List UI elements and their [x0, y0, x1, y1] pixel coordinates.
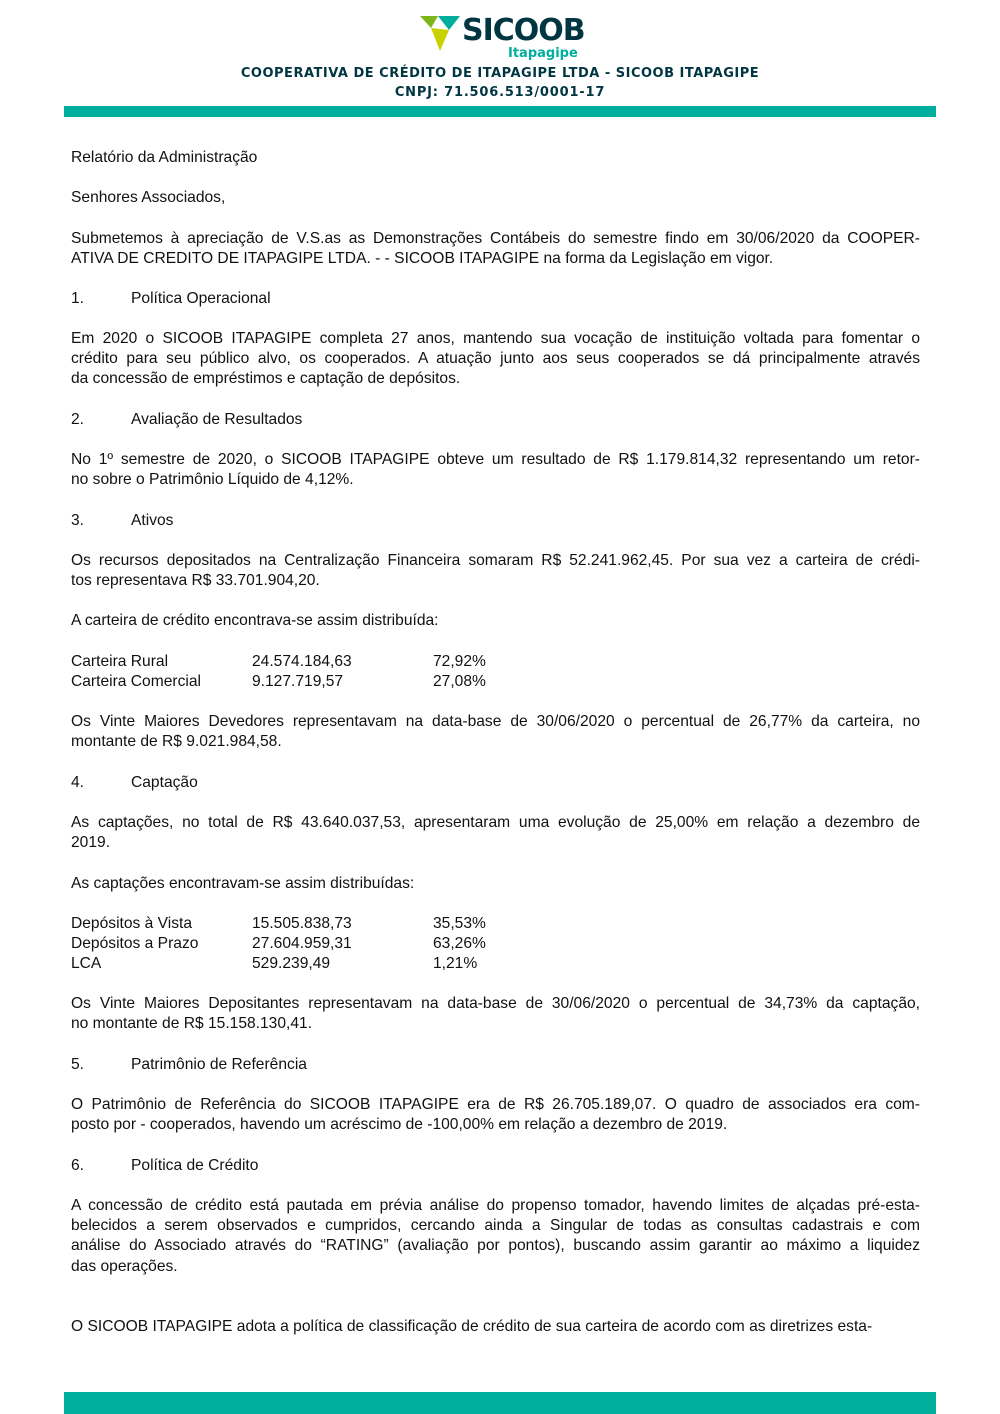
paragraph-line: O Patrimônio de Referência do SICOOB ITAPAGIPE era de R$ 26.705.189,07. O quadro de associados era com-	[71, 1096, 920, 1113]
header-divider	[64, 106, 936, 117]
sicoob-logo	[420, 14, 590, 64]
paragraph-line: Os Vinte Maiores Depositantes representavam na data-base de 30/06/2020 o percentual de 34,73% da captação,	[71, 995, 920, 1012]
cnpj: CNPJ: 71.506.513/0001-17	[394, 85, 606, 100]
row-amount: 9.127.719,57	[252, 673, 344, 691]
paragraph-line: belecidos a serem observados e cumpridos, cercando ainda a Singular de todas as consultas cadastrais e com	[71, 1217, 920, 1235]
paragraph-line: Os recursos depositados na Centralização Financeira somaram R$ 52.241.962,45. Por sua vez a carteira de crédi-	[71, 552, 920, 569]
paragraph-line: no sobre o Patrimônio Líquido de 4,12%.	[71, 471, 354, 489]
section-title: Avaliação de Resultados	[131, 411, 303, 428]
paragraph-line: análise do Associado através do “RATING” (avaliação por pontos), buscando assim garantir ao máximo a liquidez	[71, 1237, 920, 1255]
paragraph-line: no montante de R$ 15.158.130,41.	[71, 1015, 313, 1033]
row-percent: 72,92%	[433, 653, 486, 670]
paragraph-line: No 1º semestre de 2020, o SICOOB ITAPAGIPE obteve um resultado de R$ 1.179.814,32 representando um retor-	[71, 451, 920, 468]
row-label: Carteira Rural	[71, 653, 169, 670]
paragraph-line: A concessão de crédito está pautada em prévia análise do propenso tomador, havendo limites de alçadas pré-esta-	[71, 1197, 920, 1214]
paragraph-line: 2019.	[71, 834, 111, 852]
section-number: 4.	[71, 774, 85, 791]
paragraph-line: das operações.	[71, 1257, 178, 1275]
section-number: 3.	[71, 512, 85, 529]
row-percent: 63,26%	[433, 935, 486, 953]
report-title: Relatório da Administração	[71, 149, 258, 166]
footer-bar	[64, 1392, 936, 1414]
section-number: 1.	[71, 290, 85, 307]
logo-subtext: Itapagipe	[508, 46, 578, 61]
section-title: Política de Crédito	[131, 1157, 259, 1174]
row-amount: 24.574.184,63	[252, 653, 352, 670]
paragraph-line: montante de R$ 9.021.984,58.	[71, 733, 282, 751]
paragraph-line: O SICOOB ITAPAGIPE adota a política de classificação de crédito de sua carteira de acordo com as diretrizes esta-	[71, 1318, 873, 1335]
paragraph-line: Os Vinte Maiores Devedores representavam na data-base de 30/06/2020 o percentual de 26,77% da carteira, no	[71, 713, 920, 730]
paragraph-line: tos representava R$ 33.701.904,20.	[71, 572, 320, 590]
section-title: Política Operacional	[131, 290, 271, 307]
row-percent: 1,21%	[433, 955, 478, 973]
section-title: Captação	[131, 774, 198, 791]
table-intro: As captações encontravam-se assim distribuídas:	[71, 875, 415, 892]
section-title: Patrimônio de Referência	[131, 1056, 307, 1073]
row-amount: 15.505.838,73	[252, 915, 352, 932]
sicoob-logo-icon	[420, 16, 462, 52]
row-label: LCA	[71, 955, 102, 973]
row-label: Carteira Comercial	[71, 673, 201, 691]
paragraph-line: Em 2020 o SICOOB ITAPAGIPE completa 27 anos, mantendo sua vocação de instituição voltada para fomentar o	[71, 330, 920, 347]
greeting: Senhores Associados,	[71, 189, 226, 206]
paragraph-line: As captações, no total de R$ 43.640.037,53, apresentaram uma evolução de 25,00% em relação a dezembro de	[71, 814, 920, 831]
row-label: Depósitos à Vista	[71, 915, 193, 932]
row-percent: 35,53%	[433, 915, 486, 932]
intro-line: ATIVA DE CREDITO DE ITAPAGIPE LTDA. - - SICOOB ITAPAGIPE na forma da Legislação em vigor.	[71, 250, 774, 268]
section-number: 5.	[71, 1056, 85, 1073]
row-amount: 529.239,49	[252, 955, 331, 973]
section-number: 6.	[71, 1157, 85, 1174]
paragraph-line: da concessão de empréstimos e captação de depósitos.	[71, 370, 461, 388]
intro-line: Submetemos à apreciação de V.S.as as Demonstrações Contábeis do semestre findo em 30/06/2020 da COOPER-	[71, 230, 920, 247]
logo-text: SICOOB	[462, 13, 585, 48]
paragraph-line: crédito para seu público alvo, os cooperados. A atuação junto aos seus cooperados se dá principalmente através	[71, 350, 920, 368]
row-percent: 27,08%	[433, 673, 486, 691]
section-title: Ativos	[131, 512, 174, 529]
section-number: 2.	[71, 411, 85, 428]
paragraph-line: posto por - cooperados, havendo um acréscimo de -100,00% em relação a dezembro de 2019.	[71, 1116, 728, 1134]
row-label: Depósitos a Prazo	[71, 935, 199, 953]
table-intro: A carteira de crédito encontrava-se assim distribuída:	[71, 612, 439, 629]
row-amount: 27.604.959,31	[252, 935, 352, 953]
org-name: COOPERATIVA DE CRÉDITO DE ITAPAGIPE LTDA - SICOOB ITAPAGIPE	[240, 66, 760, 81]
